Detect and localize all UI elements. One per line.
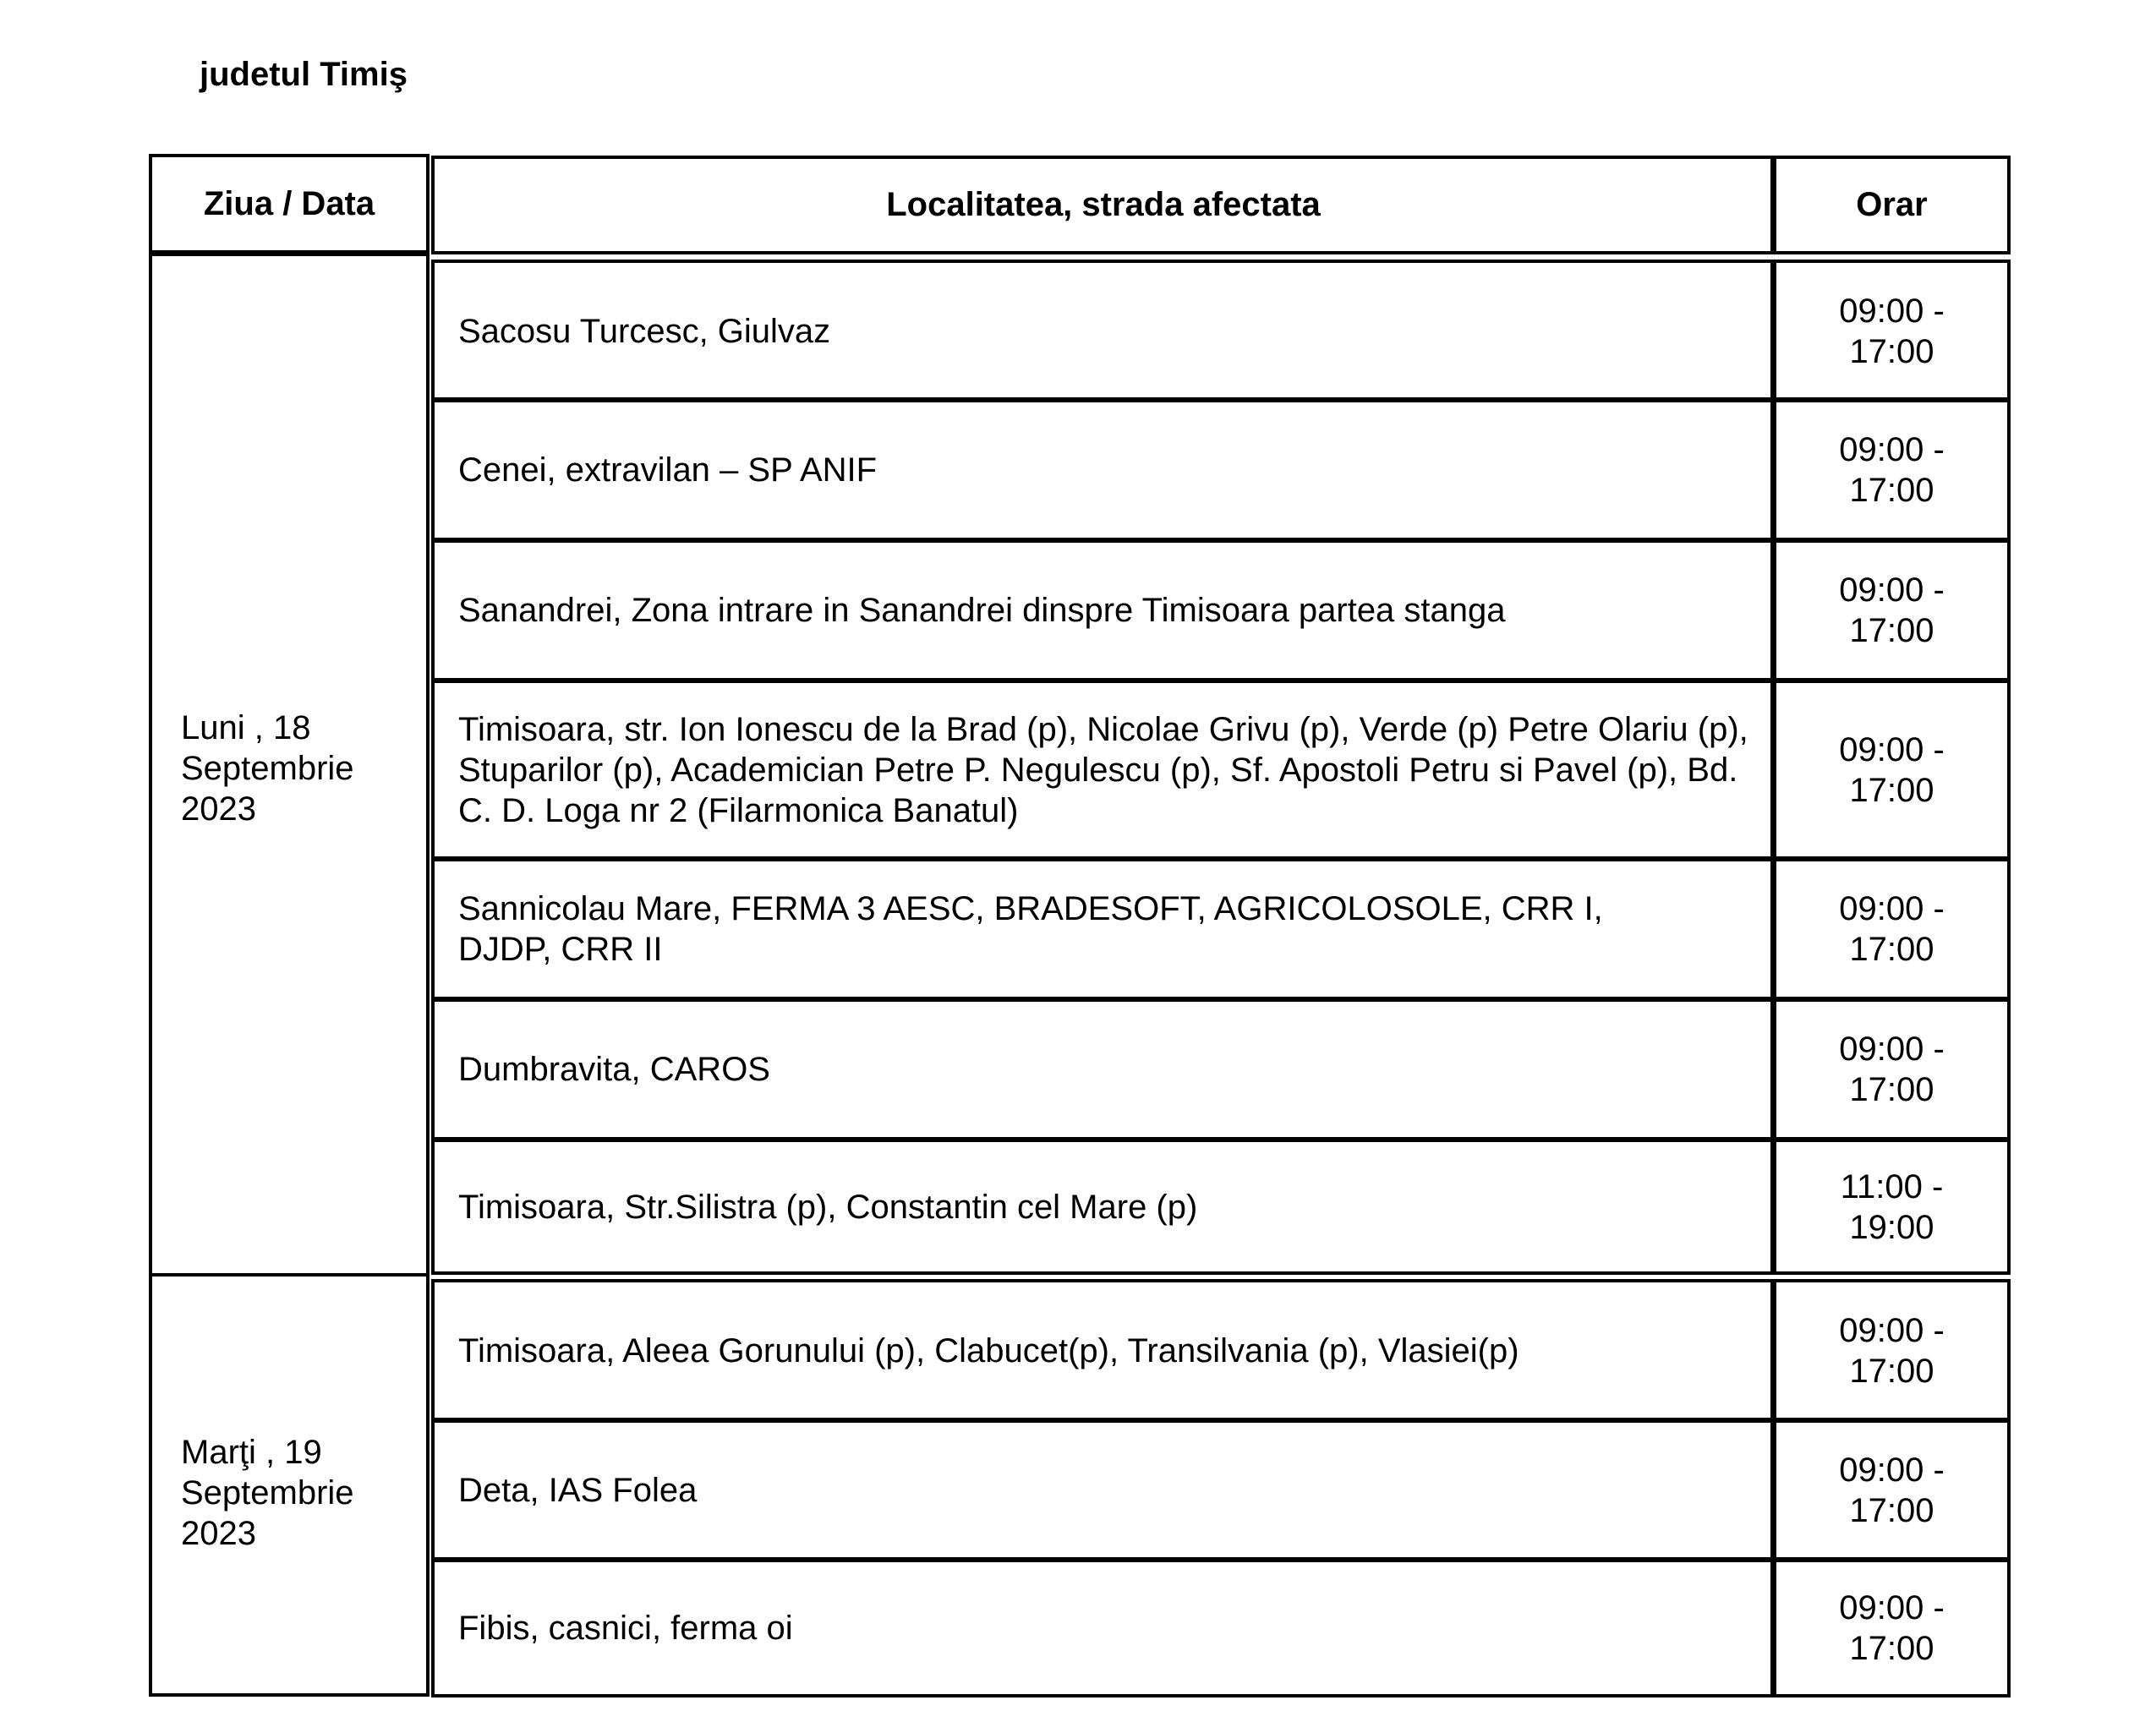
header-location (431, 156, 1776, 254)
time-end: 17:00 (1849, 1492, 1934, 1529)
time-end: 17:00 (1849, 472, 1934, 509)
time-start: 09:00 - (1839, 292, 1945, 330)
table-row-location (431, 1279, 1776, 1423)
table-row-time (1770, 856, 2011, 1000)
time-end: 17:00 (1849, 612, 1934, 649)
time-text (1839, 1588, 1945, 1669)
time-text (1839, 429, 1945, 511)
table-row-location (431, 1418, 1776, 1561)
table-row-time (1770, 538, 2011, 681)
time-text (1839, 291, 1945, 372)
location-text: Fibis, casnici, ferma oi (458, 1610, 793, 1647)
time-end: 17:00 (1849, 1630, 1934, 1667)
table-row-location (431, 260, 1776, 402)
time-text (1839, 570, 1945, 651)
header-day-label: Ziua / Data (203, 184, 375, 222)
location-text: Sacosu Turcesc, Giulvaz (458, 312, 831, 350)
time-text (1841, 1167, 1944, 1248)
time-start: 09:00 - (1839, 730, 1945, 768)
table-row-location (431, 397, 1776, 541)
table-row-time (1770, 1137, 2011, 1275)
day-label-2 (181, 1432, 426, 1554)
table-row-time (1770, 1279, 2011, 1423)
table-row-time (1770, 1557, 2011, 1697)
day-cell-2 (149, 1273, 430, 1697)
time-text (1839, 888, 1945, 970)
time-end: 17:00 (1849, 1071, 1934, 1108)
day-cell-1 (149, 253, 430, 1279)
day-line: Septembrie (181, 750, 354, 787)
location-text: Dumbravita, CAROS (458, 1051, 770, 1088)
time-end: 17:00 (1849, 332, 1934, 370)
header-location-label: Localitatea, strada afectata (886, 186, 1321, 223)
table-row-location (431, 856, 1776, 1000)
time-end: 19:00 (1849, 1208, 1934, 1246)
location-text: Deta, IAS Folea (458, 1472, 698, 1509)
table-row-location (431, 1557, 1776, 1697)
header-schedule (1770, 156, 2011, 254)
location-text: Timisoara, Aleea Gorunului (p), Clabucet(p), Transilvania (p), Vlasiei(p) (458, 1332, 1519, 1369)
location-text: Sanandrei, Zona intrare in Sanandrei dinspre Timisoara partea stanga (458, 592, 1506, 629)
table-row-time (1770, 1418, 2011, 1561)
location-text: Timisoara, Str.Silistra (p), Constantin cel Mare (p) (458, 1188, 1198, 1226)
location-text: Cenei, extravilan – SP ANIF (458, 451, 878, 489)
time-end: 17:00 (1849, 771, 1934, 809)
time-text (1839, 1310, 1945, 1391)
time-text (1839, 1450, 1945, 1531)
time-start: 11:00 - (1840, 1167, 1944, 1205)
header-day (149, 154, 430, 256)
day-line: Marţi , 19 (181, 1434, 322, 1471)
time-start: 09:00 - (1839, 1451, 1945, 1489)
table-row-location (431, 1137, 1776, 1275)
location-text: Timisoara, str. Ion Ionescu de la Brad (p), Nicolae Grivu (p), Verde (p) Petre Olariu (p), Stuparilor (p), Academician Petre P. Negulescu (p), Sf. Apostoli Petru si Pavel (p), Bd. C. D. Loga nr 2 (Filarmonica Banatul) (458, 710, 1748, 829)
time-end: 17:00 (1849, 1353, 1934, 1390)
table-row-time (1770, 997, 2011, 1140)
time-start: 09:00 - (1839, 1031, 1945, 1068)
location-text: Sannicolau Mare, FERMA 3 AESC, BRADESOFT, AGRICOLOSOLE, CRR I, DJDP, CRR II (458, 890, 1603, 968)
time-end: 17:00 (1849, 931, 1934, 968)
time-start: 09:00 - (1839, 890, 1945, 927)
time-start: 09:00 - (1839, 1589, 1945, 1626)
table-row-time (1770, 260, 2011, 402)
table-row-location (431, 538, 1776, 681)
time-start: 09:00 - (1839, 431, 1945, 468)
page-title: judetul Timiş (200, 56, 408, 93)
table-row-time (1770, 397, 2011, 541)
day-line: Septembrie (181, 1474, 354, 1512)
day-label-1 (181, 708, 426, 829)
time-start: 09:00 - (1839, 571, 1945, 609)
day-line: Luni , 18 (181, 709, 311, 746)
table-row-location (431, 678, 1776, 860)
time-text (1839, 1029, 1945, 1110)
day-line: 2023 (181, 790, 256, 828)
time-text (1839, 730, 1945, 811)
table-row-location (431, 997, 1776, 1140)
day-line: 2023 (181, 1515, 256, 1552)
table-row-time (1770, 678, 2011, 860)
header-schedule-label: Orar (1856, 186, 1928, 223)
time-start: 09:00 - (1839, 1312, 1945, 1349)
